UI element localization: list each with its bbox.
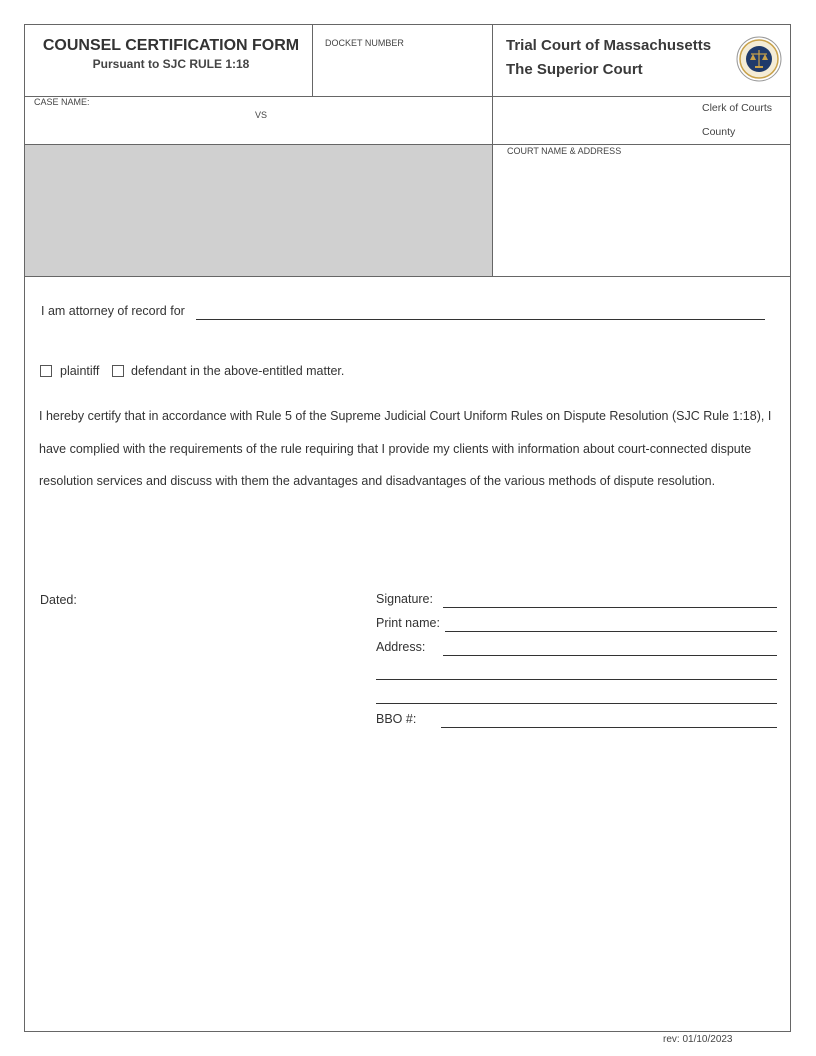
address-field-line-3[interactable] <box>376 703 777 704</box>
revision-date: rev: 01/10/2023 <box>663 1034 733 1045</box>
county-label: County <box>702 126 736 138</box>
signature-field[interactable] <box>443 607 777 608</box>
defendant-label: defendant in the above-entitled matter. <box>131 364 345 378</box>
bbo-label: BBO #: <box>376 712 417 726</box>
signature-label: Signature: <box>376 592 433 606</box>
address-field-line-1[interactable] <box>443 655 777 656</box>
vs-label: VS <box>255 110 268 120</box>
case-name-label: CASE NAME: <box>34 97 90 107</box>
form-subtitle: Pursuant to SJC RULE 1:18 <box>92 57 250 71</box>
certification-text: I hereby certify that in accordance with Rule 5 of the Supreme Judicial Court Uniform Rules on Dispute Resolution (SJC Rule 1:18), I have complied with the requirements of the rule requiring that I provide my clients with information about court-connected dispute resolution services and discuss with them the advantages and disadvantages of the various methods of dispute resolution. <box>39 409 772 488</box>
print-name-label: Print name: <box>376 616 440 630</box>
clerk-label: Clerk of Courts <box>702 102 773 114</box>
plaintiff-checkbox[interactable] <box>40 365 52 377</box>
attorney-of-record-label: I am attorney of record for <box>41 304 185 318</box>
defendant-checkbox[interactable] <box>112 365 124 377</box>
court-seal-icon <box>736 36 782 82</box>
divider <box>492 24 493 276</box>
divider <box>24 276 791 277</box>
bbo-field[interactable] <box>441 727 777 728</box>
court-name: Trial Court of Massachusetts <box>506 37 712 54</box>
divider <box>312 24 313 96</box>
form-title: COUNSEL CERTIFICATION FORM <box>42 37 300 54</box>
court-division: The Superior Court <box>506 61 643 78</box>
dated-label: Dated: <box>40 593 77 607</box>
print-name-field[interactable] <box>445 631 777 632</box>
shaded-party-area <box>25 145 492 276</box>
attorney-of-record-field[interactable] <box>196 319 765 320</box>
address-label: Address: <box>376 640 426 654</box>
divider <box>24 96 791 97</box>
address-field-line-2[interactable] <box>376 679 777 680</box>
plaintiff-label: plaintiff <box>60 364 100 378</box>
court-address-label: COURT NAME & ADDRESS <box>507 146 622 156</box>
docket-number-label: DOCKET NUMBER <box>325 38 404 48</box>
